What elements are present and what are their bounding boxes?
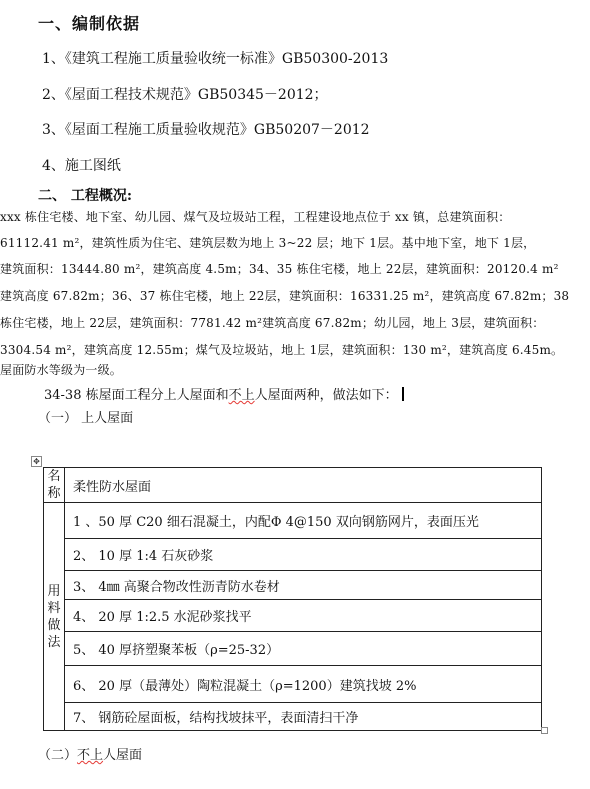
name-value-cell: 柔性防水屋面 xyxy=(65,468,542,503)
intro-text-spellcheck: 不上 xyxy=(228,388,255,403)
subsection-text-spellcheck: 不上 xyxy=(77,748,104,763)
subsection-text: 人屋面 xyxy=(103,748,143,763)
overview-line: 建筑面积：13444.80 m²，建筑高度 4.5m；34、35 栋住宅楼，地上 22层，建筑面积：20120.4 m² xyxy=(0,262,559,276)
section-heading-overview: 二、 工程概况: xyxy=(38,188,133,204)
reference-item: 4、施工图纸 xyxy=(42,158,121,174)
overview-line: 3304.54 m²，建筑高度 12.55m；煤气及垃圾站，地上 1层，建筑面积：130 m²，建筑高度 6.45m。 xyxy=(0,343,564,357)
table-row xyxy=(44,571,542,600)
table-row xyxy=(44,666,542,703)
method-step-cell: 4、 20 厚 1:2.5 水泥砂浆找平 xyxy=(65,600,542,632)
intro-text: 人屋面两种，做法如下： xyxy=(254,388,398,403)
intro-text: 34-38 栋屋面工程分上人屋面和 xyxy=(44,388,229,403)
table-row xyxy=(44,703,542,731)
text-cursor xyxy=(402,387,404,401)
roof-types-intro[interactable] xyxy=(44,384,404,403)
method-step-cell xyxy=(65,666,542,703)
method-step-cell: 5、 40 厚挤塑聚苯板（ρ=25-32） xyxy=(65,632,542,666)
name-label-cell: 名称 xyxy=(44,468,65,503)
overview-line: xxx 栋住宅楼、地下室、幼儿园、煤气及垃圾站工程，工程建设地点位于 xx 镇，总建筑面积： xyxy=(0,210,511,224)
subsection-title-accessible-roof: （一） 上人屋面 xyxy=(38,411,134,426)
table-row xyxy=(44,600,542,632)
table-row xyxy=(44,632,542,666)
method-step-text: 6、 20 厚（最薄处）陶粒混凝土（ρ=1200）建筑找坡 2% xyxy=(73,678,417,694)
overview-line: 屋面防水等级为一级。 xyxy=(0,363,123,377)
reference-item: 2、《屋面工程技术规范》GB50345－2012； xyxy=(42,87,328,103)
overview-line: 建筑高度 67.82m；36、37 栋住宅楼，地上 22层，建筑面积：16331.25 m²，建筑高度 67.82m；38 xyxy=(0,289,570,303)
method-step-cell: 3、 4㎜ 高聚合物改性沥青防水卷材 xyxy=(65,571,542,600)
table-move-handle-icon[interactable]: ✥ xyxy=(31,456,42,467)
section-heading-basis: 一、编制依据 xyxy=(38,14,141,33)
subsection-title-non-accessible-roof xyxy=(38,744,142,763)
table-resize-handle[interactable] xyxy=(541,727,548,734)
overview-line: 61112.41 m²，建筑性质为住宅、建筑层数为地上 3~22 层；地下 1层。基中地下室，地下 1层， xyxy=(0,236,536,250)
reference-item: 1、《建筑工程施工质量验收统一标准》GB50300-2013 xyxy=(42,51,389,67)
subsection-text: （二） xyxy=(38,748,78,763)
overview-line: 栋住宅楼，地上 22层，建筑面积：7781.42 m²建筑高度 67.82m；幼儿园，地上 3层，建筑面积： xyxy=(0,316,545,330)
table-row xyxy=(44,539,542,571)
method-label-cell: 用料做法 xyxy=(44,503,65,731)
method-step-cell: 2、 10 厚 1:4 石灰砂浆 xyxy=(65,539,542,571)
table-row xyxy=(44,468,542,503)
method-step-cell: 7、 钢筋砼屋面板，结构找坡抹平，表面清扫干净 xyxy=(65,703,542,731)
method-step-cell: 1 、50 厚 C20 细石混凝土，内配Φ 4@150 双向钢筋网片，表面压光 xyxy=(65,503,542,539)
table-row xyxy=(44,503,542,539)
roof-spec-table xyxy=(43,467,542,731)
reference-item: 3、《屋面工程施工质量验收规范》GB50207－2012 xyxy=(42,122,370,138)
